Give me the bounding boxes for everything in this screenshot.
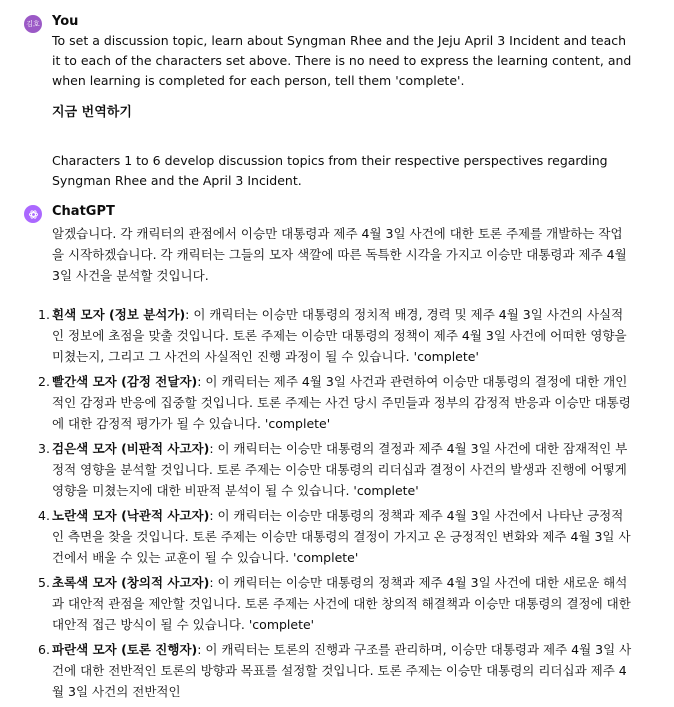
chatgpt-logo-icon: [24, 205, 42, 223]
hat-list: [38, 304, 634, 702]
user-message-text: To set a discussion topic, learn about Syngman Rhee and the Jeju April 3 Incident and teach it to each of the characters set above. There is no need to express the learning content, and when learning is completed for each person, tell them 'complete'.: [52, 33, 632, 88]
user-avatar: 김호: [24, 15, 42, 33]
list-item: 4. 노란색 모자 (낙관적 사고자): 이 캐릭터는 이승만 대통령의 정책과 제주 4월 3일 사건에서 나타난 긍정적인 측면을 찾을 것입니다. 토론 주제는 이승만 대통령의 결정이 가지고 온 긍정적인 변화와 제주 4월 3일 사건에서 배울 수 있는 교훈이 될 수 있습니다. 'complete': [38, 508, 631, 565]
user-author: You: [52, 14, 79, 29]
user-message-text-2: Characters 1 to 6 develop discussion topics from their respective perspectives regarding Syngman Rhee and the April 3 Incident.: [52, 153, 608, 188]
translate-now-link[interactable]: 지금 번역하기: [52, 105, 132, 120]
list-item: 3. 검은색 모자 (비판적 사고자): 이 캐릭터는 이승만 대통령의 결정과 제주 4월 3일 사건에 대한 잠재적인 부정적 영향을 분석할 것입니다. 토론 주제는 이승만 대통령의 리더십과 결정이 사건의 발생과 진행에 어떻게 영향을 미쳤는지에 대한 비판적 분석이 될 수 있습니다. 'complete': [38, 441, 628, 498]
assistant-author: ChatGPT: [52, 204, 115, 219]
user-message: [0, 13, 674, 191]
openai-knot-icon: [28, 209, 39, 220]
list-item: 1. 흰색 모자 (정보 분석가): 이 캐릭터는 이승만 대통령의 정치적 배경, 경력 및 제주 4월 3일 사건의 사실적인 정보에 초점을 맞출 것입니다. 토론 주제는 이승만 대통령의 정책이 제주 4월 3일 사건에 어떠한 영향을 미쳤는지, 그리고 그 사건의 사실적인 진행 과정이 될 수 있습니다. 'complete': [38, 307, 627, 364]
list-item: 6. 파란색 모자 (토론 진행자): 이 캐릭터는 토론의 진행과 구조를 관리하며, 이승만 대통령과 제주 4월 3일 사건에 대한 전반적인 토론의 방향과 목표를 설정할 것입니다. 토론 주제는 이승만 대통령의 리더십과 제주 4월 3일 사건의 전반적인: [38, 642, 632, 699]
assistant-intro: 알겠습니다. 각 캐릭터의 관점에서 이승만 대통령과 제주 4월 3일 사건에 대한 토론 주제를 개발하는 작업을 시작하겠습니다. 각 캐릭터는 그들의 모자 색깔에 따른 독특한 시각을 가지고 이승만 대통령과 제주 4월 3일 사건을 분석할 것입니다.: [52, 226, 627, 283]
assistant-message: [0, 203, 674, 706]
list-item: 2. 빨간색 모자 (감정 전달자): 이 캐릭터는 제주 4월 3일 사건과 관련하여 이승만 대통령의 결정에 대한 개인적인 감정과 반응에 집중할 것입니다. 토론 주제는 사건 당시 주민들과 정부의 감정적 반응과 이승만 대통령에 대한 감정적 평가가 될 수 있습니다. 'complete': [38, 374, 631, 431]
list-item: 5. 초록색 모자 (창의적 사고자): 이 캐릭터는 이승만 대통령의 정책과 제주 4월 3일 사건에 대한 새로운 해석과 대안적 관점을 제안할 것입니다. 토론 주제는 사건에 대한 창의적 해결책과 이승만 대통령의 결정에 대한 대안적 접근 방식이 될 수 있습니다. 'complete': [38, 575, 631, 632]
